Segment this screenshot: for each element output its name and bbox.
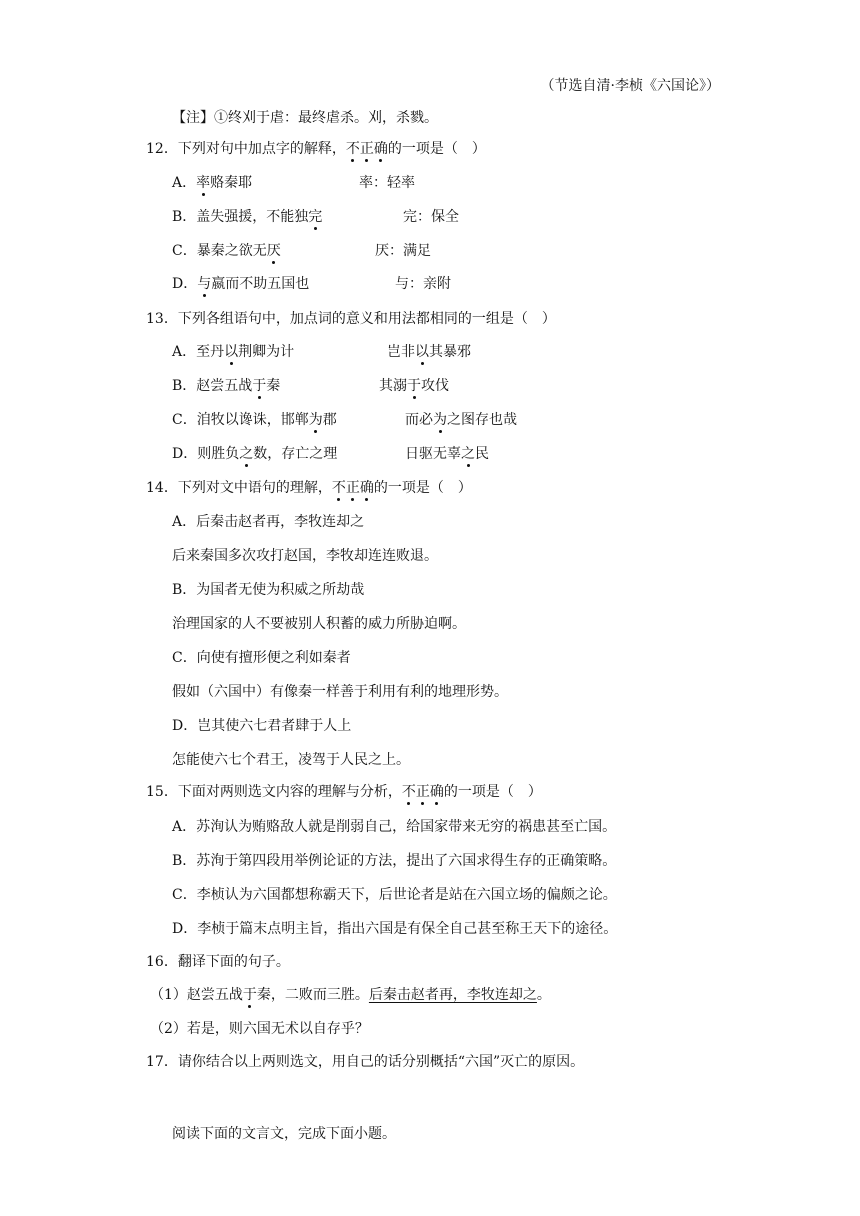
q16-sentence-1 (150, 985, 551, 1005)
q14-stem (146, 478, 472, 498)
option-text: A．至丹 (172, 344, 225, 360)
dotted-char: 之 (239, 446, 254, 462)
option-text: 之图存也哉 (447, 412, 517, 428)
option-text: C．洎牧以谗诛，邯郸 (172, 412, 309, 428)
option-text: 其暴邪 (429, 344, 471, 360)
q14-item-a-explanation: 后来秦国多次攻打赵国，李牧却连连败退。 (172, 548, 438, 564)
q17-stem: 17．请你结合以上两则选文，用自己的话分别概括“六国”灭亡的原因。 (146, 1054, 585, 1070)
q15-stem-a: 15．下面对两则选文内容的理解与分析， (146, 784, 402, 800)
dotted-char: 于 (252, 378, 267, 394)
q12-gloss-b: 完：保全 (403, 209, 459, 225)
dotted-char: 以 (415, 344, 429, 360)
option-text: C．暴秦之欲无 (172, 243, 267, 259)
q14-stem-b: 的一项是（ ） (373, 480, 472, 496)
option-text: 岂非 (387, 344, 415, 360)
q15-option-d: D．李桢于篇末点明主旨，指出六国是有保全自己甚至称王天下的途径。 (172, 921, 618, 937)
q12-neg-2: 正 (359, 141, 374, 157)
underlined-sentence: 后秦击赵者再，李牧连却之 (368, 987, 537, 1003)
q15-neg-3: 确 (429, 784, 444, 800)
q13-stem: 13．下列各组语句中，加点词的意义和用法都相同的一组是（ ） (146, 311, 556, 327)
dotted-char: 完 (308, 209, 323, 225)
next-passage-instruction: 阅读下面的文言文，完成下面小题。 (172, 1126, 396, 1142)
q12-stem (146, 139, 486, 159)
option-text: D． (172, 276, 198, 292)
option-text: D．则胜负 (172, 446, 240, 462)
q12-option-c (172, 241, 281, 261)
q15-option-b: B．苏洵于第四段用举例论证的方法，提出了六国求得生存的正确策略。 (172, 853, 617, 869)
q14-item-b-explanation: 治理国家的人不要被别人积蓄的威力所胁迫啊。 (172, 616, 466, 632)
option-text: B．盖失强援，不能独 (172, 209, 309, 225)
q12-gloss-c: 厌：满足 (375, 243, 431, 259)
sentence-text: 秦，二败而三胜。 (256, 987, 369, 1003)
q15-neg-1: 不 (401, 784, 416, 800)
q14-item-b-label: B．为国者无使为积威之所劫哉 (172, 582, 365, 598)
q13-option-b-pair (379, 376, 449, 396)
q12-option-a (172, 173, 252, 193)
option-text: 民 (475, 446, 489, 462)
option-text: A． (172, 175, 197, 191)
q14-item-d-label: D．岂其使六七君者肆于人上 (172, 718, 352, 734)
option-text: 日驱无辜 (405, 446, 461, 462)
q16-stem: 16．翻译下面的句子。 (146, 954, 290, 970)
q14-neg-3: 确 (359, 480, 374, 496)
dotted-char: 于 (407, 378, 421, 394)
dotted-char: 之 (461, 446, 475, 462)
dotted-char: 为 (433, 412, 447, 428)
q14-item-a-label: A．后秦击赵者再，李牧连却之 (172, 514, 365, 530)
dotted-char: 于 (242, 987, 257, 1003)
q12-option-d (172, 274, 309, 294)
option-text: 荆卿为计 (238, 344, 295, 360)
q14-stem-a: 14．下列对文中语句的理解， (146, 480, 332, 496)
q12-stem-a: 12．下列对句中加点字的解释， (146, 141, 346, 157)
q15-stem-b: 的一项是（ ） (443, 784, 542, 800)
option-text: 数，存亡之理 (253, 446, 338, 462)
q13-option-c-pair (405, 410, 517, 430)
q13-option-a-pair (387, 342, 471, 362)
q13-option-a (172, 342, 294, 362)
option-text: 嬴而不助五国也 (211, 276, 310, 292)
sentence-text: 。 (536, 987, 551, 1003)
q13-option-c (172, 410, 337, 430)
option-text: 郡 (322, 412, 337, 428)
q14-item-c-explanation: 假如（六国中）有像秦一样善于利用有利的地理形势。 (172, 684, 508, 700)
q15-option-c: C．李桢认为六国都想称霸天下，后世论者是站在六国立场的偏颇之论。 (172, 887, 617, 903)
option-text: 秦 (266, 378, 281, 394)
q12-neg-1: 不 (345, 141, 360, 157)
q15-neg-2: 正 (415, 784, 430, 800)
option-text: 而必 (405, 412, 433, 428)
sentence-text: （1）赵尝五战 (150, 987, 243, 1003)
dotted-char: 与 (197, 276, 212, 292)
q12-stem-b: 的一项是（ ） (387, 141, 486, 157)
dotted-char: 厌 (266, 243, 281, 259)
dotted-char: 率 (196, 175, 211, 191)
option-text: B．赵尝五战 (172, 378, 253, 394)
option-text: 赂秦耶 (210, 175, 253, 191)
q15-stem (146, 782, 542, 802)
dotted-char: 为 (308, 412, 323, 428)
q16-sentence-2: （2）若是，则六国无术以自存乎？ (150, 1021, 369, 1037)
q15-option-a: A．苏洵认为贿赂敌人就是削弱自己，给国家带来无穷的祸患甚至亡国。 (172, 819, 617, 835)
source-citation: （节选自清·李桢《六国论》） (540, 78, 720, 94)
q12-gloss-a: 率：轻率 (359, 175, 415, 191)
q13-option-d (172, 444, 337, 464)
option-text: 其溺 (379, 378, 407, 394)
dotted-char: 以 (224, 344, 239, 360)
q12-option-b (172, 207, 322, 227)
q12-gloss-d: 与：亲附 (395, 276, 451, 292)
q14-item-d-explanation: 怎能使六七个君王，凌驾于人民之上。 (172, 752, 410, 768)
annotation-note: 【注】①终刈于虐：最终虐杀。刈，杀戮。 (172, 110, 438, 126)
q14-neg-1: 不 (331, 480, 346, 496)
q13-option-b (172, 376, 280, 396)
q14-neg-2: 正 (345, 480, 360, 496)
q14-item-c-label: C．向使有擅形便之利如秦者 (172, 650, 351, 666)
q13-option-d-pair (405, 444, 489, 464)
q12-neg-3: 确 (373, 141, 388, 157)
option-text: 攻伐 (421, 378, 449, 394)
